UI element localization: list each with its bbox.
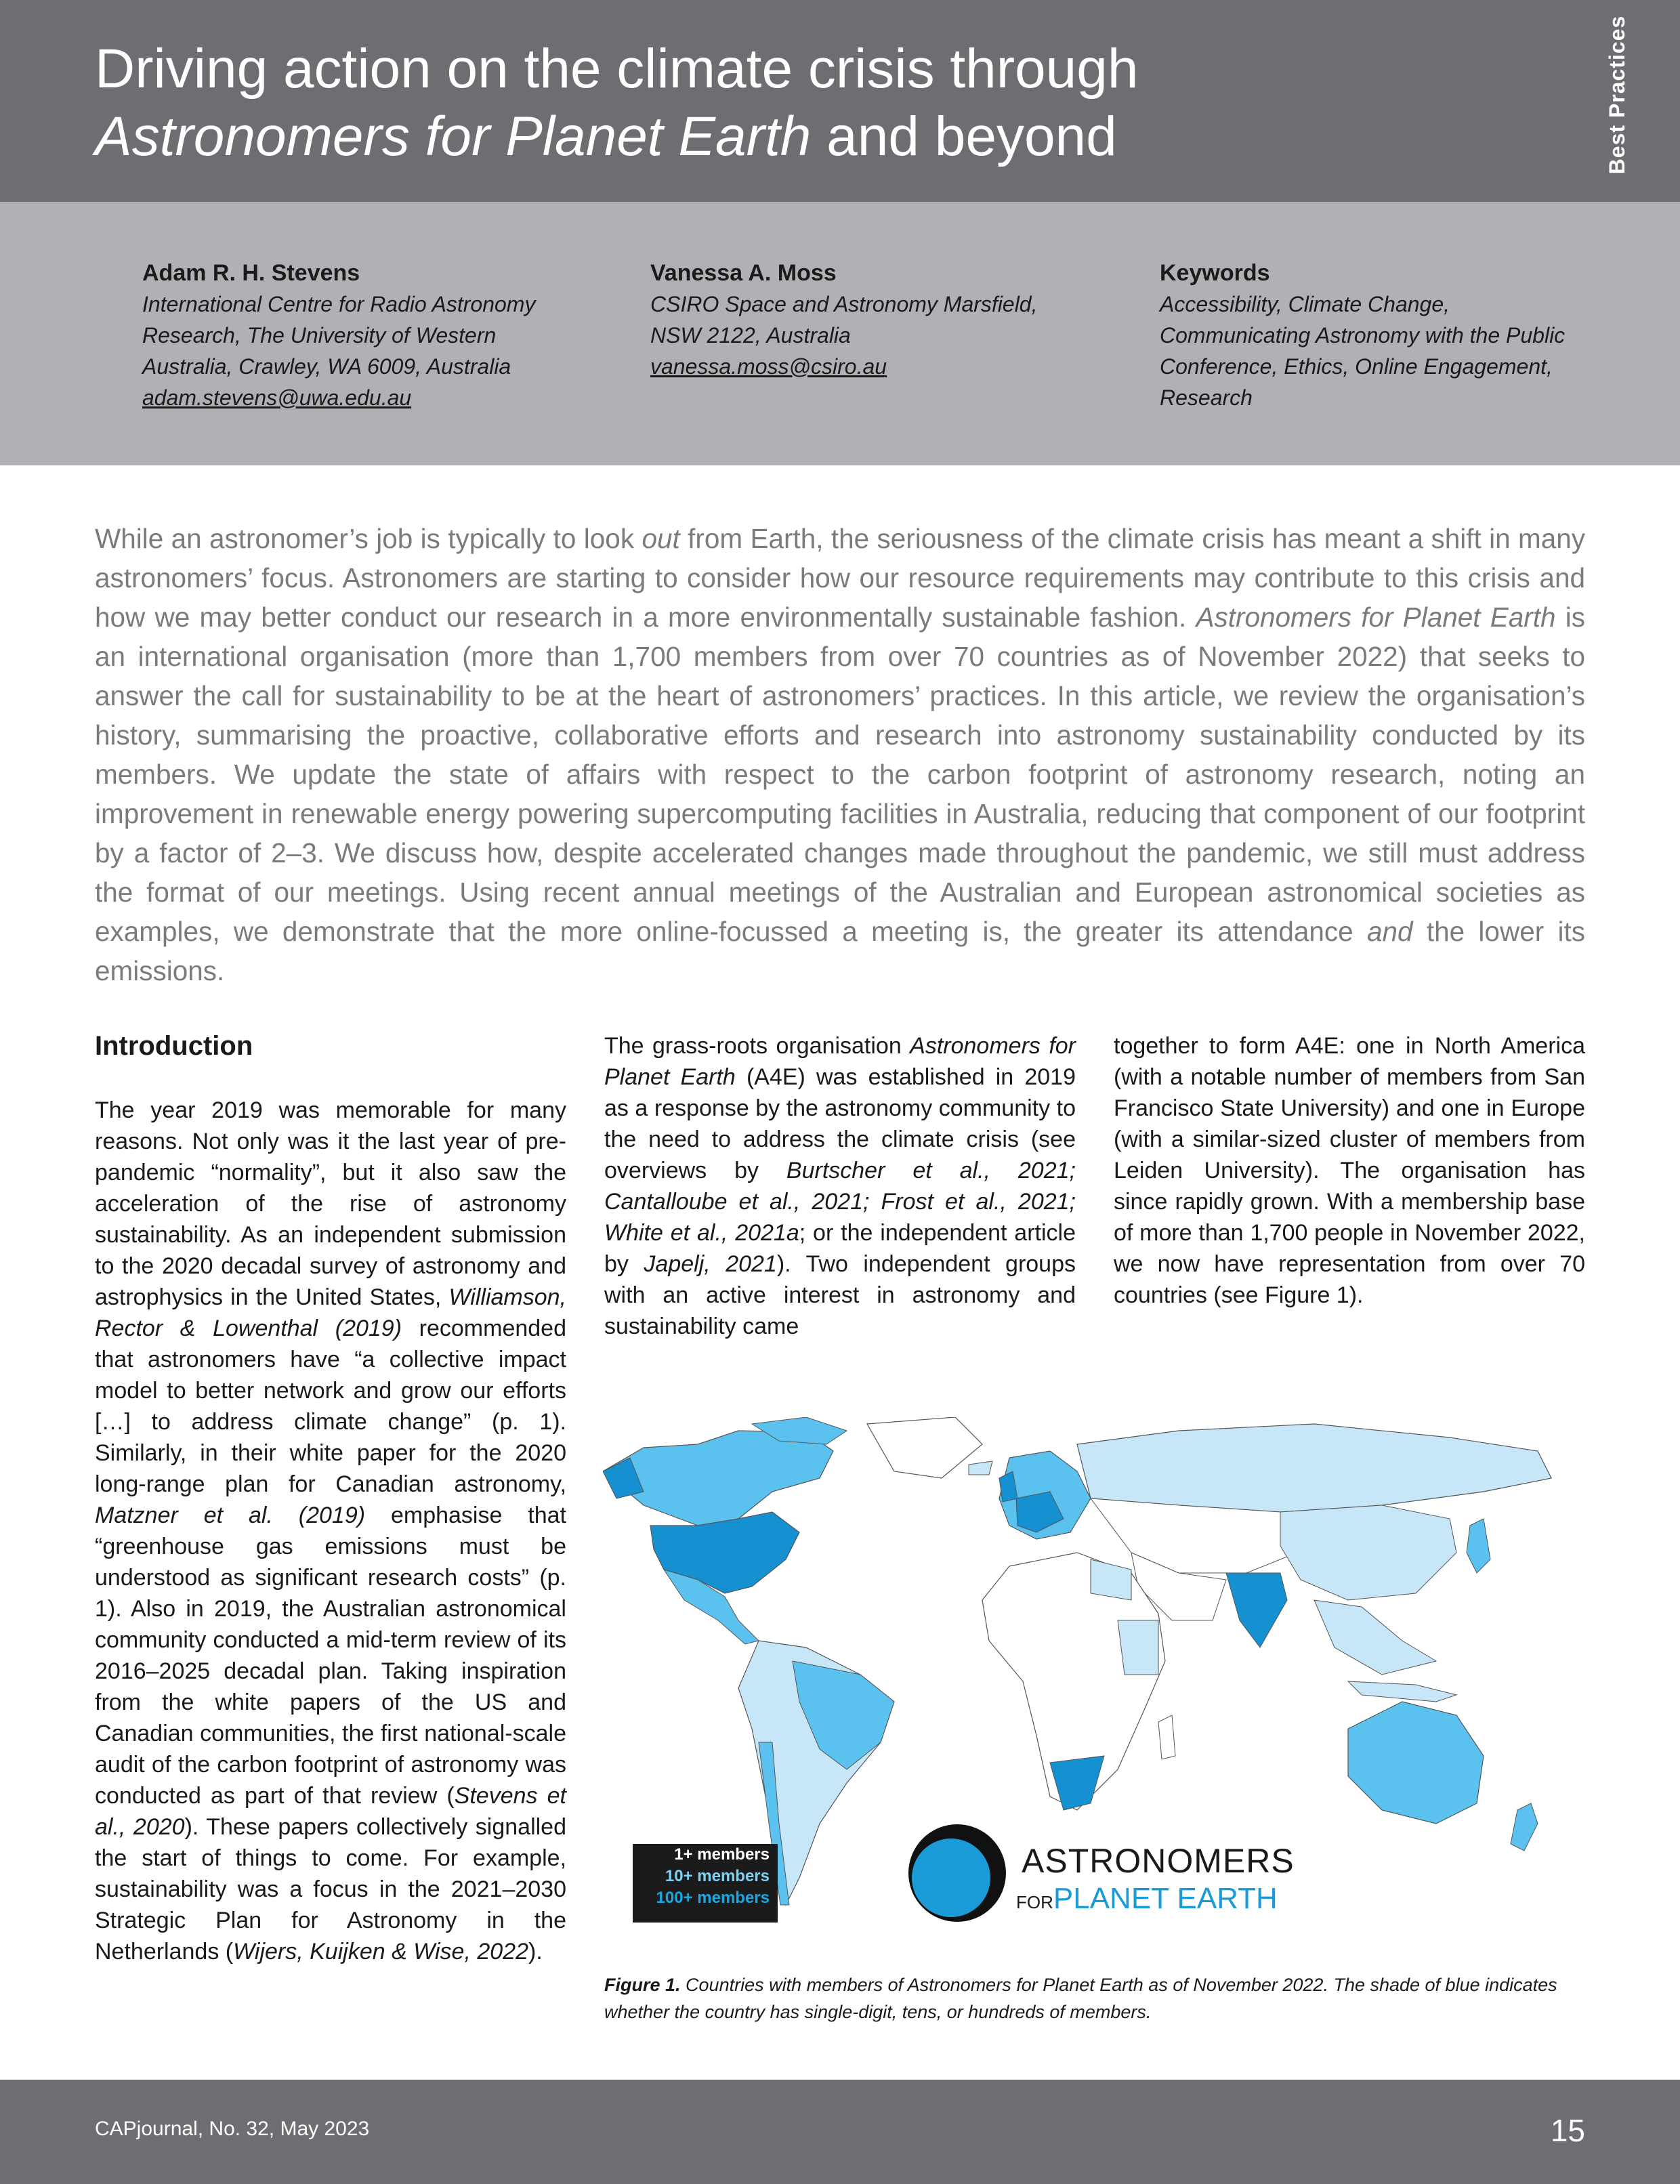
caption-label: Figure 1. bbox=[604, 1975, 681, 1995]
page-footer bbox=[0, 2080, 1680, 2184]
body-column-2 bbox=[604, 1030, 1076, 1342]
body-column-1 bbox=[95, 1028, 566, 1967]
body-text: The year 2019 was memorable for many reasons. Not only was it the last year of pre-pandemic “normality”, but it also saw the acceleration of the rise of astronomy sustainability. As an independent submission to the 2020 decadal survey of astronomy and astrophysics in the United States, bbox=[95, 1097, 566, 1310]
abstract-text: the lower its emissions. bbox=[95, 916, 1585, 986]
section-heading: Introduction bbox=[95, 1031, 253, 1061]
author-email[interactable]: vanessa.moss@csiro.au bbox=[650, 354, 887, 379]
author-affiliation: International Centre for Radio Astronomy Research, The University of Western Australia, Crawley, WA 6009, Australia bbox=[142, 292, 536, 379]
author-name: Adam R. H. Stevens bbox=[142, 260, 360, 286]
legend-10-plus: 10+ members bbox=[665, 1867, 770, 1885]
body-text: together to form A4E: one in North America (with a notable number of members from San Francisco State University) and one in Europe (with a similar-sized cluster of members from Leiden University). The organisation has since rapidly grown. With a membership base of more than 1,700 people in November 2022, we now have representation from over 70 countries (see Figure 1). bbox=[1114, 1033, 1585, 1308]
author-block-2 bbox=[650, 257, 1070, 382]
map-region-southeast-asia bbox=[1314, 1600, 1436, 1675]
map-region-south-africa bbox=[1050, 1756, 1104, 1810]
body-text: The grass-roots organisation bbox=[604, 1033, 910, 1059]
abstract-text: While an astronomer’s job is typically to look bbox=[95, 523, 642, 554]
map-region-new-zealand bbox=[1511, 1803, 1538, 1851]
citation: Williamson, Rector & Lowenthal (2019) bbox=[95, 1284, 566, 1341]
author-block-1 bbox=[142, 257, 562, 413]
author-name: Vanessa A. Moss bbox=[650, 260, 837, 286]
map-region-india bbox=[1226, 1573, 1287, 1647]
map-region-japan bbox=[1467, 1519, 1490, 1573]
map-region-china bbox=[1280, 1505, 1456, 1600]
author-affiliation: CSIRO Space and Astronomy Marsfield, NSW 2122, Australia bbox=[650, 292, 1038, 348]
logo-wordmark: ASTRONOMERS bbox=[1022, 1842, 1295, 1880]
abstract-italic: Astronomers for Planet Earth bbox=[1196, 602, 1556, 633]
abstract-italic: out bbox=[642, 523, 680, 554]
citation: Matzner et al. (2019) bbox=[95, 1503, 366, 1528]
logo-subline bbox=[1016, 1882, 1278, 1916]
keywords-text: Accessibility, Climate Change, Communicating Astronomy with the Public Conference, Ethics, Online Engagement, Research bbox=[1160, 292, 1566, 410]
keywords-heading: Keywords bbox=[1160, 260, 1270, 286]
citation: Wijers, Kuijken & Wise, 2022 bbox=[233, 1939, 528, 1965]
body-text: ; or the independent article by bbox=[604, 1220, 1076, 1277]
body-text: ). bbox=[528, 1939, 543, 1965]
keywords-block bbox=[1160, 257, 1593, 413]
logo-for: FOR bbox=[1016, 1892, 1053, 1912]
citation: Stevens et al., 2020 bbox=[95, 1783, 567, 1840]
map-region-east-africa bbox=[1118, 1620, 1158, 1675]
page-number: 15 bbox=[1550, 2113, 1585, 2148]
map-legend bbox=[633, 1844, 778, 1923]
title-tail: and beyond bbox=[811, 106, 1117, 167]
author-band bbox=[0, 202, 1680, 465]
abstract-text: is an international organisation (more than 1,700 members from over 70 countries as of November 2022) that seeks to answer the call for sustainability to be at the heart of astronomers’ practices. In this article, we review the organisation’s history, summarising the proactive, collaborative efforts and research into astronomy sustainability conducted by its members. We update the state of affairs with respect to the carbon footprint of astronomy research, noting an improvement in renewable energy powering supercomputing facilities in Australia, reducing that component of our footprint by a factor of 2–3. We discuss how, despite accelerated changes made throughout the pandemic, we still must address the format of our meetings. Using recent annual meetings of the Australian and European astronomical societies as examples, we demonstrate that the more online-focussed a meeting is, the greater its attendance bbox=[95, 602, 1585, 947]
citation: Burtscher et al., 2021; Cantalloube et al., 2021; Frost et al., 2021; White et al., 2021a bbox=[604, 1158, 1076, 1246]
title-banner bbox=[0, 0, 1680, 202]
author-email[interactable]: adam.stevens@uwa.edu.au bbox=[142, 385, 412, 410]
map-region-australia bbox=[1348, 1702, 1484, 1824]
journal-info: CAPjournal, No. 32, May 2023 bbox=[95, 2118, 370, 2140]
caption-text: Countries with members of Astronomers for Planet Earth as of November 2022. The shade of blue indicates whether the country has single-digit, tens, or hundreds of members. bbox=[604, 1975, 1557, 2022]
body-text: ). Two independent groups with an active interest in astronomy and sustainability came bbox=[604, 1251, 1076, 1339]
a4e-logo-icon bbox=[908, 1824, 1007, 1923]
legend-1-plus: 1+ members bbox=[674, 1845, 770, 1864]
legend-100-plus: 100+ members bbox=[656, 1889, 770, 1907]
figure-caption bbox=[604, 1971, 1587, 2025]
body-text: ). These papers collectively signalled the start of things to come. For example, sustainability was a focus in the 2021–2030 Strategic Plan for Astronomy in the Netherlands ( bbox=[95, 1814, 566, 1965]
title-line-1: Driving action on the climate crisis through bbox=[95, 38, 1139, 100]
map-region-madagascar bbox=[1158, 1715, 1175, 1759]
body-text: emphasise that “greenhouse gas emissions must be understood as significant research costs” (p. 1). Also in 2019, the Australian astronomical community conducted a mid-term review of its 2016–2025 decadal plan. Taking inspiration from the white papers of the US and Canadian communities, the first national-scale audit of the carbon footprint of astronomy was conducted as part of that review ( bbox=[95, 1503, 566, 1809]
map-region-indonesia bbox=[1348, 1681, 1456, 1702]
map-region-iceland bbox=[969, 1461, 992, 1475]
body-text: recommended that astronomers have “a collective impact model to better network and grow our efforts […] to address climate change” (p. 1). Similarly, in their white paper for the 2020 long-range plan for Canadian astronomy, bbox=[95, 1316, 566, 1497]
section-label: Best Practices bbox=[1605, 15, 1629, 175]
abstract bbox=[95, 519, 1585, 990]
body-text: (A4E) was established in 2019 as a response by the astronomy community to the need to address the climate crisis (see overviews by bbox=[604, 1064, 1076, 1183]
map-region-greenland bbox=[867, 1417, 982, 1478]
citation: Japelj, 2021 bbox=[644, 1251, 777, 1277]
abstract-text: from Earth, the seriousness of the climate crisis has meant a shift in many astronomers’ focus. Astronomers are starting to consider how our resource requirements may contribute to this crisis and how we may better conduct our research in a more environmentally sustainable fashion. bbox=[95, 523, 1585, 633]
article-title bbox=[95, 35, 1517, 171]
map-region-russia bbox=[1077, 1424, 1551, 1512]
body-column-3 bbox=[1114, 1030, 1585, 1311]
logo-planet-earth: PLANET EARTH bbox=[1053, 1882, 1278, 1915]
title-italic: Astronomers for Planet Earth bbox=[95, 106, 812, 167]
org-name: Astronomers for Planet Earth bbox=[604, 1033, 1076, 1090]
map-region-egypt bbox=[1091, 1559, 1131, 1600]
abstract-italic: and bbox=[1366, 916, 1413, 947]
